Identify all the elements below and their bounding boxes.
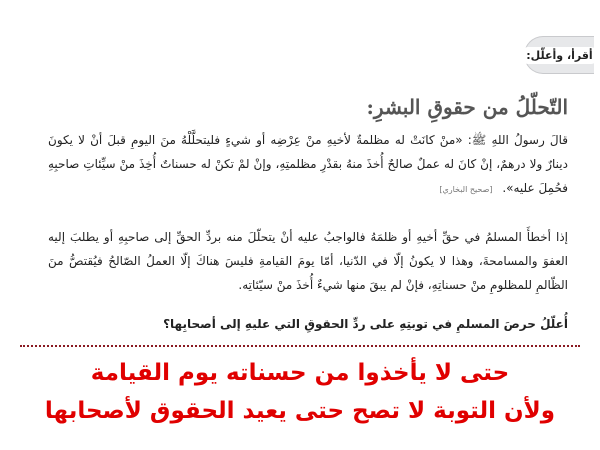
answer-line-2: ولأن التوبة لا تصح حتى يعيد الحقوق لأصحابها xyxy=(44,398,556,424)
explanation-paragraph: إذا أخطأَ المسلمُ في حقِّ أخيهِ أو ظلمَهُ فالواجبُ عليه أنْ يتحلّلَ منه بردِّ الحقِّ إلى صاحبِهِ أو يطلبَ إليه العفوَ والمسامحةَ، وهذا لا يكونُ إلّا في الدّنيا، أمّا يومَ القيامةِ فليسَ هناكَ إلّا العملُ الصّالحُ فيُقتصُّ منَ الظّالمِ للمظلومِ منْ حسناتِهِ، فإنْ لم يبقَ منها شيءٌ أُخذَ منْ سيّئاتِه. xyxy=(48,230,568,292)
hadith-paragraph xyxy=(48,128,568,202)
hadith-source: [صحيح البخاري] xyxy=(439,185,493,194)
question-text: أُعلّلُ حرصَ المسلمِ في توبتِهِ على ردِّ الحقوقِ التي عليهِ إلى أصحابِها؟ xyxy=(163,317,568,331)
section-title: التّحلّلُ من حقوقِ البشرِ: xyxy=(366,95,568,119)
hadith-text: قالَ رسولُ اللهِ ﷺ: «منْ كانَتْ له مظلمةٌ لأخيهِ منْ عِرْضِه أو شيءٍ فليتحلَّلْهُ منَ اليومِ قبلَ أنْ لا يكونَ دينارٌ ولا درهمٌ، إنْ كانَ له عملٌ صالحٌ أُخذَ منهُ بقدْرِ مظلمتِهِ، وإنْ لمْ تكنْ له حسناتٌ أُخِذَ منْ سيِّئاتِ صاحبِهِ فحُمِلَ عليه». xyxy=(48,133,568,195)
answer-line-1: حتى لا يأخذوا من حسناته يوم القيامة xyxy=(90,360,510,386)
badge-label: أقرأ، وأعلّل: xyxy=(520,47,598,64)
dotted-divider xyxy=(20,345,580,347)
read-and-explain-badge xyxy=(524,36,594,74)
